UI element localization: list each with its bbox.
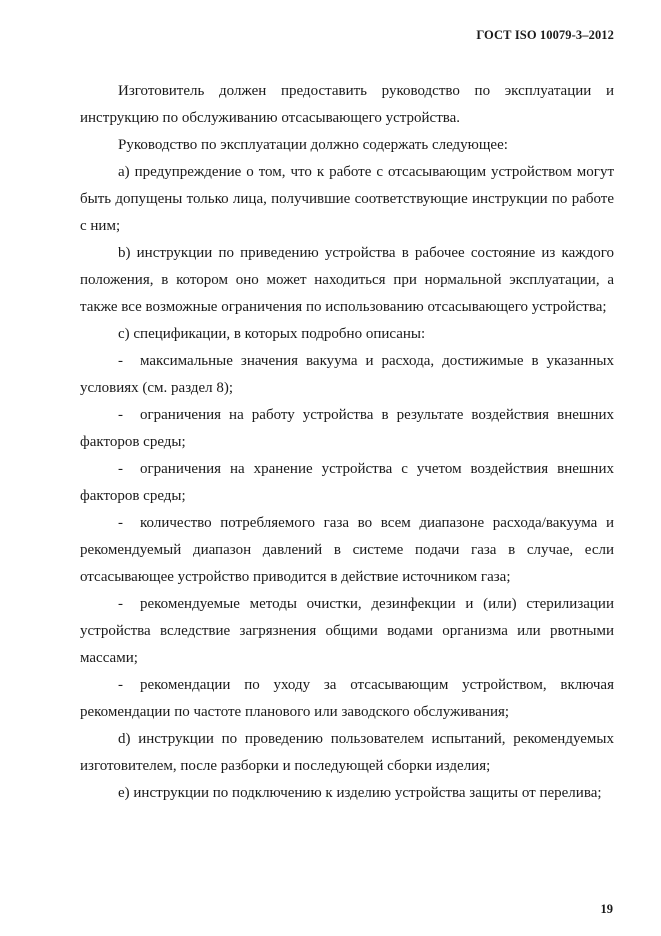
list-item-text: ограничения на работу устройства в результате воздействия внешних факторов среды; [80,407,614,450]
list-item-text: рекомендуемые методы очистки, дезинфекции и (или) стерилизации устройства вследствие загрязнения общими водами организма или рвотными массами; [80,596,614,666]
paragraph-item-c: с) спецификации, в которых подробно описаны: [118,326,426,342]
paragraph-item-a: а) предупреждение о том, что к работе с отсасывающим устройством могут быть допущены только лица, получившие соответствующие инструкции по работе с ним; [80,164,614,234]
list-item [80,510,614,591]
list-item [80,402,614,456]
dash-marker: - [118,677,123,693]
list-item-text: максимальные значения вакуума и расхода, достижимые в указанных условиях (см. раздел 8); [80,353,614,396]
paragraph-item-b: b) инструкции по приведению устройства в рабочее состояние из каждого положения, в котором оно может находиться при нормальной эксплуатации, а также все возможные ограничения по использованию отсасывающего устройства; [80,245,614,315]
dash-marker: - [118,461,123,477]
paragraph-item-e: е) инструкции по подключению к изделию устройства защиты от перелива; [118,785,602,801]
standard-header: ГОСТ ISO 10079-3–2012 [476,28,614,42]
dash-marker: - [118,596,123,612]
list-item [80,456,614,510]
dash-marker: - [118,407,123,423]
document-body [80,78,614,807]
dash-marker: - [118,353,123,369]
list-item-text: количество потребляемого газа во всем диапазоне расхода/вакуума и рекомендуемый диапазон давлений в системе подачи газа в случае, если отсасывающее устройство приводится в действие источником газа; [80,515,614,585]
list-item-text: ограничения на хранение устройства с учетом воздействия внешних факторов среды; [80,461,614,504]
paragraph-manual-intro: Руководство по эксплуатации должно содержать следующее: [118,137,508,153]
paragraph-item-d: d) инструкции по проведению пользователем испытаний, рекомендуемых изготовителем, после разборки и последующей сборки изделия; [80,731,614,774]
list-item [80,672,614,726]
dash-marker: - [118,515,123,531]
list-item-text: рекомендации по уходу за отсасывающим устройством, включая рекомендации по частоте планового или заводского обслуживания; [80,677,614,720]
list-item [80,591,614,672]
paragraph-manufacturer: Изготовитель должен предоставить руководство по эксплуатации и инструкцию по обслуживанию отсасывающего устройства. [80,83,614,126]
page-number: 19 [600,902,613,916]
list-item [80,348,614,402]
